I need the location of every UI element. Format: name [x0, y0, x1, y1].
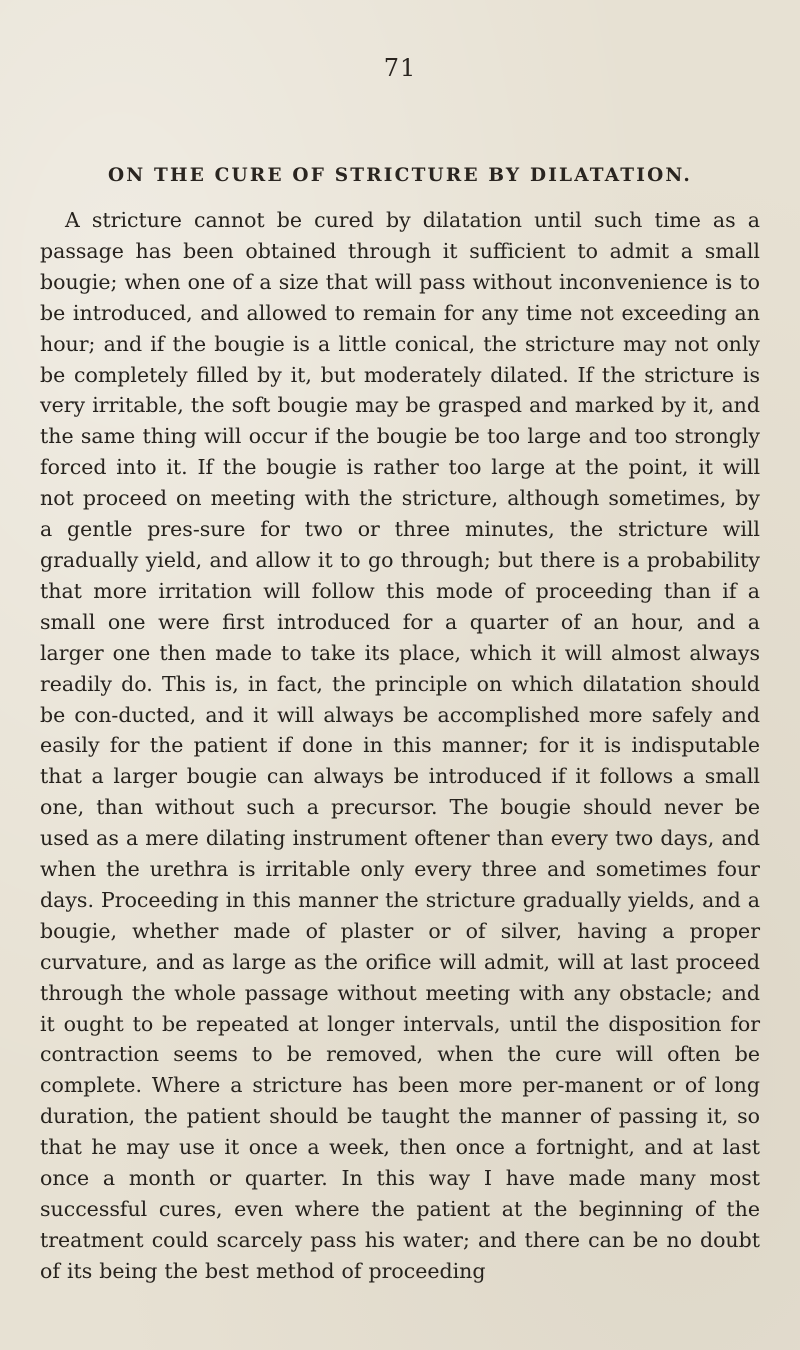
chapter-title: ON THE CURE OF STRICTURE BY DILATATION.: [107, 165, 693, 186]
body-paragraph: A stricture cannot be cured by dilatation until such time as a passage has been obtained through it sufficient to admit a small bougie; when one of a size that will pass without inconvenience is to be introduced, and allowed to remain for any time not exceeding an hour; and if the bougie is a little conical, the stricture may not only be completely filled by it, but moderately dilated. If the stricture is very irritable, the soft bougie may be grasped and marked by it, and the same thing will occur if the bougie be too large and too strongly forced into it. If the bougie is rather too large at the point, it will not proceed on meeting with the stricture, although sometimes, by a gentle pres-sure for two or three minutes, the stricture will gradually yield, and allow it to go through; but there is a probability that more irritation will follow this mode of proceeding than if a small one were first introduced for a quarter of an hour, and a larger one then made to take its place, which it will almost always readily do. This is, in fact, the principle on which dilatation should be con-ducted, and it will always be accomplished more safely and easily for the patient if done in this manner; for it is indisputable that a larger bougie can always be introduced if it follows a small one, than without such a precursor. The bougie should never be used as a mere dilating instrument oftener than every two days, and when the urethra is irritable only every three and sometimes four days. Proceeding in this manner the stricture gradually yields, and a bougie, whether made of plaster or of silver, having a proper curvature, and as large as the orifice will admit, will at last proceed through the whole passage without meeting with any obstacle; and it ought to be repeated at longer intervals, until the disposition for contraction seems to be removed, when the cure will often be complete. Where a stricture has been more per-manent or of long duration, the patient should be taught the manner of passing it, so that he may use it once a week, then once a fortnight, and at last once a month or quarter. In this way I have made many most successful cures, even where the patient at the beginning of the treatment could scarcely pass his water; and there can be no doubt of its being the best method of proceeding: [40, 208, 760, 1283]
page-number: 71: [383, 54, 417, 82]
